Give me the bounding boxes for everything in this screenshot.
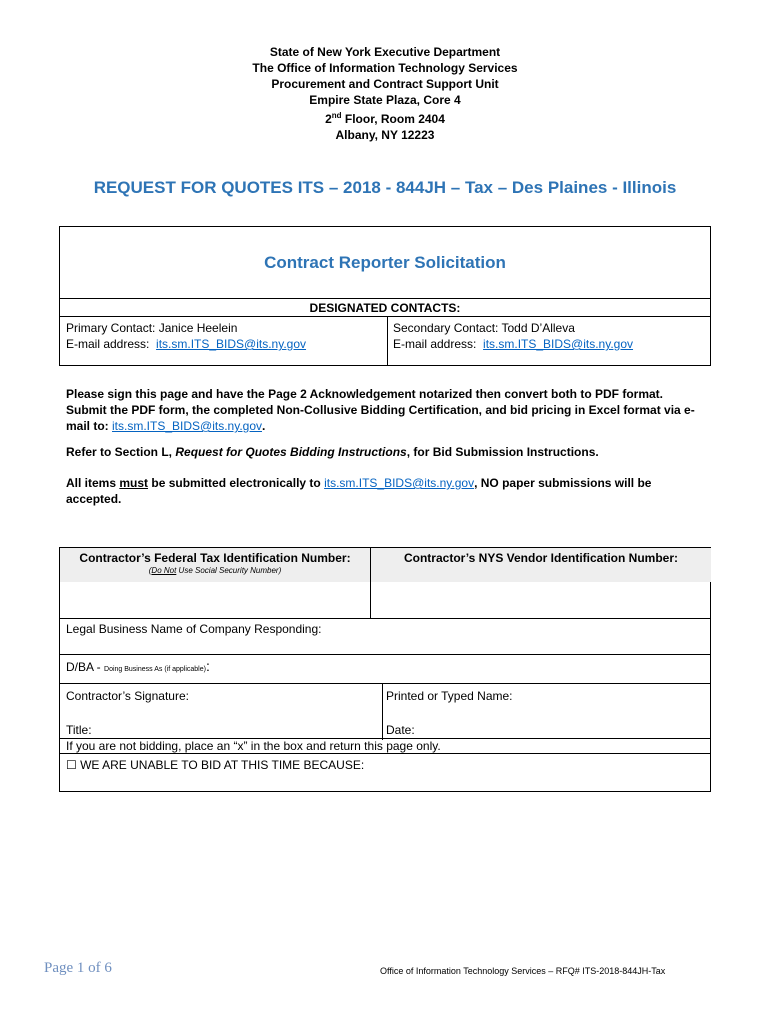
header-floor-number: 2 bbox=[325, 112, 332, 126]
submit-text: be submitted electronically to bbox=[148, 476, 325, 490]
section-ref-end: , for Bid Submission Instructions. bbox=[406, 445, 599, 459]
secondary-email-link[interactable]: its.sm.ITS_BIDS@its.ny.gov bbox=[483, 337, 634, 351]
primary-contact-name: Primary Contact: Janice Heelein bbox=[66, 321, 238, 335]
unable-to-bid-row bbox=[66, 758, 364, 772]
section-ref-text: Refer to Section L, bbox=[66, 445, 176, 459]
unable-to-bid-checkbox[interactable]: ☐ bbox=[66, 758, 77, 772]
not-bidding-note: If you are not bidding, place an “x” in the box and return this page only. bbox=[66, 739, 441, 753]
fed-tax-id-label: Contractor’s Federal Tax Identification Number: bbox=[79, 551, 351, 565]
note-open: ( bbox=[148, 566, 152, 575]
instructions-text: Please sign this page and have the Page 2 Acknowledgement notarized then convert both to PDF format. Submit the PDF form, the completed Non-Collusive Bidding Certification, and bid pricing in Excel format via e-mail to: bbox=[66, 387, 695, 433]
primary-email-link[interactable]: its.sm.ITS_BIDS@its.ny.gov bbox=[156, 337, 307, 351]
divider bbox=[387, 316, 388, 365]
secondary-contact-cell bbox=[393, 320, 633, 352]
divider bbox=[60, 316, 710, 317]
title-label: Title: bbox=[66, 723, 92, 737]
dba-colon: : bbox=[205, 658, 210, 674]
divider bbox=[60, 683, 710, 684]
footer-reference: Office of Information Technology Services – RFQ# ITS-2018-844JH-Tax bbox=[380, 966, 666, 976]
solicitation-heading: Contract Reporter Solicitation bbox=[264, 253, 506, 272]
divider bbox=[60, 753, 710, 754]
secondary-contact-name: Secondary Contact: Todd D’Alleva bbox=[393, 321, 575, 335]
header-line-1: State of New York Executive Department bbox=[269, 45, 501, 59]
submit-text: , NO paper submissions will be accepted. bbox=[66, 476, 652, 506]
unable-to-bid-label: WE ARE UNABLE TO BID AT THIS TIME BECAUSE: bbox=[76, 758, 365, 772]
primary-email-row bbox=[66, 336, 306, 352]
header-floor-suffix: nd bbox=[331, 111, 342, 120]
submit-email-link[interactable]: its.sm.ITS_BIDS@its.ny.gov bbox=[324, 476, 475, 490]
nys-vendor-id-input[interactable] bbox=[373, 584, 709, 616]
divider bbox=[60, 298, 710, 299]
designated-contacts-label: DESIGNATED CONTACTS: bbox=[309, 301, 461, 315]
instructions-paragraph-3 bbox=[66, 475, 706, 507]
fed-tax-id-input[interactable] bbox=[62, 584, 368, 616]
printed-name-label: Printed or Typed Name: bbox=[386, 689, 513, 703]
legal-name-label: Legal Business Name of Company Responding: bbox=[66, 622, 322, 636]
must-emphasis: must bbox=[119, 476, 149, 490]
secondary-email-label: E-mail address: bbox=[393, 337, 484, 351]
header-line-6: Albany, NY 12223 bbox=[335, 128, 435, 142]
secondary-email-row bbox=[393, 336, 633, 352]
header-floor-room: Floor, Room 2404 bbox=[341, 112, 445, 126]
submit-text: All items bbox=[66, 476, 120, 490]
primary-email-label: E-mail address: bbox=[66, 337, 157, 351]
section-ref-title: Request for Quotes Bidding Instructions bbox=[175, 445, 407, 459]
dba-label bbox=[66, 658, 210, 674]
contractor-form bbox=[59, 547, 711, 792]
signature-label: Contractor’s Signature: bbox=[66, 689, 189, 703]
date-label: Date: bbox=[386, 723, 415, 737]
header-line-4: Empire State Plaza, Core 4 bbox=[309, 93, 461, 107]
instructions-period: . bbox=[262, 419, 266, 433]
note-rest: Use Social Security Number) bbox=[176, 566, 282, 575]
fed-tax-id-note bbox=[60, 566, 370, 575]
header-line-3: Procurement and Contract Support Unit bbox=[271, 77, 499, 91]
instructions-paragraph-1 bbox=[66, 386, 706, 434]
legal-name-input[interactable] bbox=[62, 638, 708, 652]
primary-contact-cell bbox=[66, 320, 306, 352]
header-line-5 bbox=[0, 108, 770, 127]
dba-description: Doing Business As (if applicable) bbox=[104, 666, 206, 673]
agency-header bbox=[0, 44, 770, 143]
instructions-email-link[interactable]: its.sm.ITS_BIDS@its.ny.gov bbox=[112, 419, 263, 433]
document-title: REQUEST FOR QUOTES ITS – 2018 - 844JH – Tax – Des Plaines - Illinois bbox=[93, 178, 677, 197]
note-do-not: Do Not bbox=[151, 566, 177, 575]
instructions-paragraph-2 bbox=[66, 444, 706, 460]
divider bbox=[60, 618, 710, 619]
page-number: Page 1 of 6 bbox=[44, 960, 112, 976]
solicitation-box bbox=[59, 226, 711, 366]
divider bbox=[60, 654, 710, 655]
divider bbox=[382, 683, 383, 740]
divider bbox=[370, 548, 371, 618]
dba-prefix: D/BA - bbox=[66, 660, 105, 674]
header-line-2: The Office of Information Technology Services bbox=[252, 61, 518, 75]
nys-vendor-id-label: Contractor’s NYS Vendor Identification Number: bbox=[403, 551, 679, 565]
